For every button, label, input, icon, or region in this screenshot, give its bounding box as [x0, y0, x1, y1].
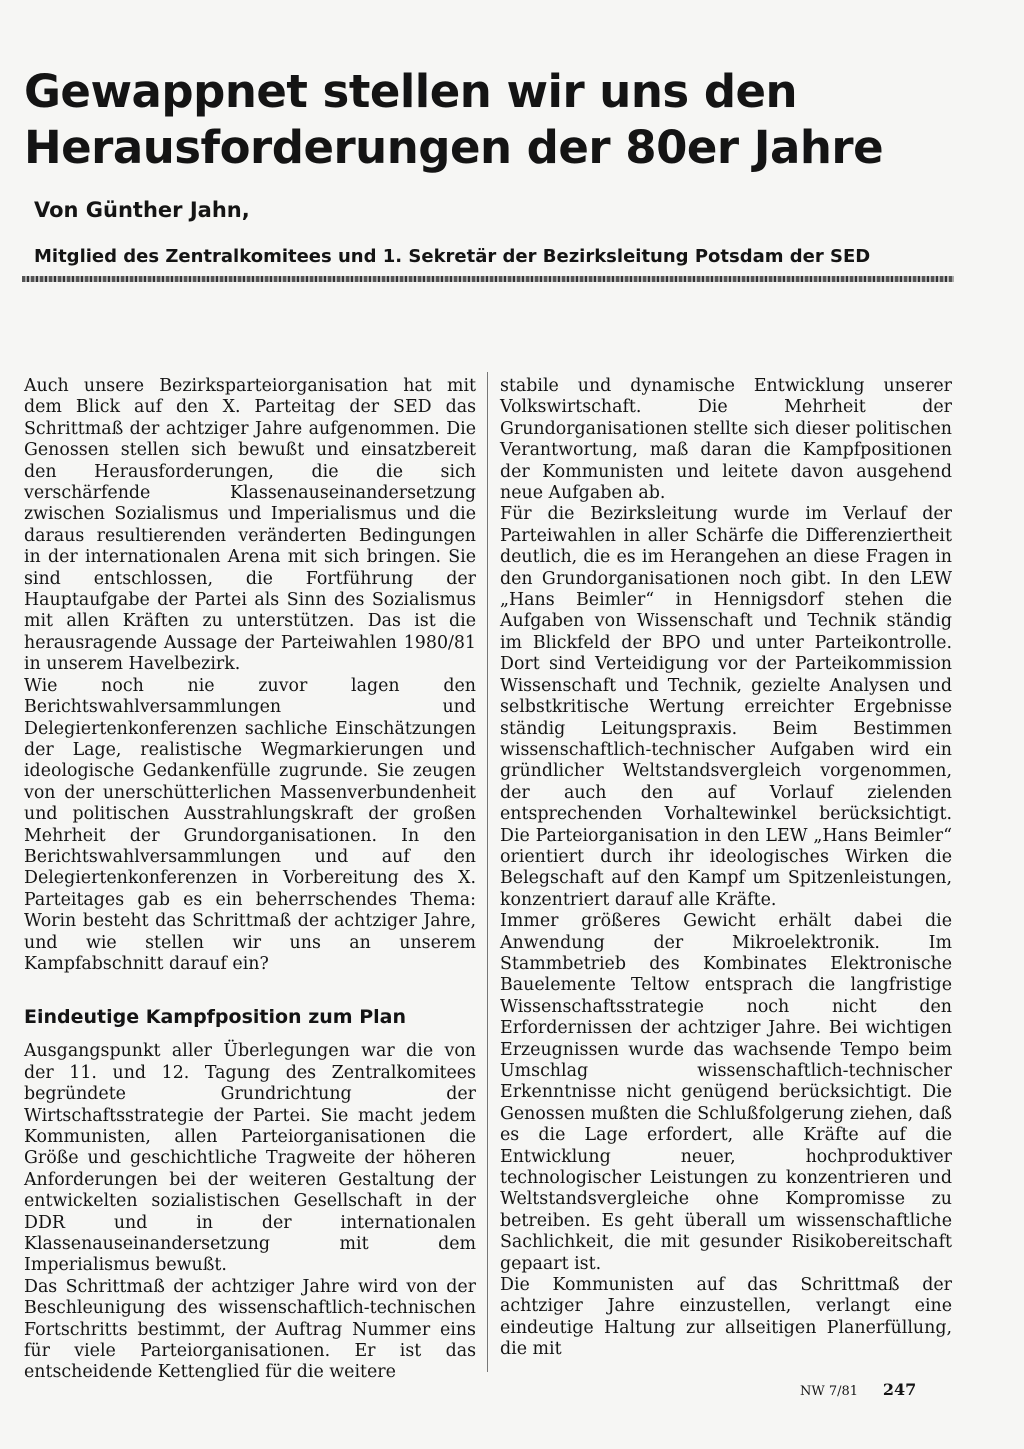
paragraph: Auch unsere Bezirksparteiorganisation hat mit dem Blick auf den X. Parteitag der SED das Schrittmaß der achtziger Jahre aufgenommen. Die Genossen stellen sich bewußt und einsatzbereit den Herausforderungen, die die sich verschärfende Klassenauseinandersetzung zwischen Sozialismus und Imperialismus und die daraus resultierenden veränderten Bedingungen in der internationalen Arena mit sich bringen. Sie sind entschlossen, die Fortführung der Hauptaufgabe der Partei als Sinn des Sozialismus mit allen Kräften zu unterstützen. Das ist die herausragende Aussage der Parteiwahlen 1980/81 in unserem Havelbezirk. — [24, 376, 476, 675]
author-byline: Von Günther Jahn, — [34, 198, 250, 222]
paragraph: Wie noch nie zuvor lagen den Berichtswahlversammlungen und Delegiertenkonferenzen sachliche Einschätzungen der Lage, realistische Wegmarkierungen und ideologische Gedankenfülle zugrunde. Sie zeugen von der unerschütterlichen Massenverbundenheit und politischen Ausstrahlungskraft der großen Mehrheit der Grundorganisationen. In den Berichtswahlversammlungen und auf den Delegiertenkonferenzen in Vorbereitung des X. Parteitages gab es ein beherrschendes Thema: Worin besteht das Schrittmaß der achtziger Jahre, und wie stellen wir uns an unserem Kampfabschnitt darauf ein? — [24, 675, 476, 974]
paragraph: Ausgangspunkt aller Überlegungen war die von der 11. und 12. Tagung des Zentralkomitees begründete Grundrichtung der Wirtschaftsstrategie der Partei. Sie macht jedem Kommunisten, allen Parteiorganisationen die Größe und geschichtliche Tragweite der höheren Anforderungen bei der weiteren Gestaltung der entwickelten sozialistischen Gesellschaft in der DDR und in der internationalen Klassenauseinandersetzung mit dem Imperialismus bewußt. — [24, 1041, 476, 1276]
headline-line-2: Herausforderungen der 80er Jahre — [24, 121, 884, 174]
paragraph: Das Schrittmaß der achtziger Jahre wird von der Beschleunigung des wissenschaftlich-technischen Fortschritts bestimmt, der Auftrag Nummer eins für viele Parteiorganisationen. Er ist das entscheidende Kettenglied für die weitere — [24, 1276, 476, 1383]
author-role: Mitglied des Zentralkomitees und 1. Sekretär der Bezirksleitung Potsdam der SED — [34, 246, 871, 267]
left-column — [24, 376, 476, 1384]
headline — [24, 64, 984, 176]
paragraph: Die Kommunisten auf das Schrittmaß der achtziger Jahre einzustellen, verlangt eine eindeutige Haltung zur allseitigen Planerfüllung, die mit — [500, 1275, 952, 1360]
paragraph: Immer größeres Gewicht erhält dabei die Anwendung der Mikroelektronik. Im Stammbetrieb des Kombinates Elektronische Bauelemente Teltow entsprach die langfristige Wissenschaftsstrategie noch nicht den Erfordernissen der achtziger Jahre. Bei wichtigen Erzeugnissen wurde das wachsende Tempo beim Umschlag wissenschaftlich-technischer Erkenntnisse nicht genügend berücksichtigt. Die Genossen mußten die Schlußfolgerung ziehen, daß es die Lage erfordert, alle Kräfte auf die Entwicklung neuer, hochproduktiver technologischer Leistungen zu konzentrieren und Weltstandsvergleiche ohne Kompromisse zu betreiben. Es geht überall um wissenschaftliche Sachlichkeit, die mit gesunder Risikobereitschaft gepaart ist. — [500, 911, 952, 1274]
paragraph: Für die Bezirksleitung wurde im Verlauf der Parteiwahlen in aller Schärfe die Differenziertheit deutlich, die es im Herangehen an diese Fragen in den Grundorganisationen noch gibt. In den LEW „Hans Beimler“ in Hennigsdorf stehen die Aufgaben von Wissenschaft und Technik ständig im Blickfeld der BPO und unter Parteikontrolle. Dort sind Verteidigung vor der Parteikommission Wissenschaft und Technik, gezielte Analysen und selbstkritische Wertung erreichter Ergebnisse ständig Leitungspraxis. Beim Bestimmen wissenschaftlich-technischer Aufgaben wird ein gründlicher Weltstandsvergleich vorgenommen, der auch den auf Vorlauf zielenden entsprechenden Vorhaltewinkel berücksichtigt. Die Parteiorganisation in den LEW „Hans Beimler“ orientiert durch ihr ideologisches Wirken die Belegschaft auf den Kampf um Spitzenleistungen, konzentriert darauf alle Kräfte. — [500, 504, 952, 910]
headline-line-1: Gewappnet stellen wir uns den — [24, 65, 798, 118]
page-footer — [800, 1380, 916, 1402]
right-column — [500, 376, 952, 1361]
page-number: 247 — [882, 1380, 917, 1399]
issue-label: NW 7/81 — [800, 1384, 859, 1399]
title-rule-divider — [22, 276, 954, 282]
paragraph: stabile und dynamische Entwicklung unserer Volkswirtschaft. Die Mehrheit der Grundorganisationen stellte sich dieser politischen Verantwortung, maß daran die Kampfpositionen der Kommunisten und leitete davon ausgehend neue Aufgaben ab. — [500, 376, 952, 504]
section-subheading: Eindeutige Kampfposition zum Plan — [24, 1006, 406, 1029]
column-divider — [487, 372, 488, 1372]
